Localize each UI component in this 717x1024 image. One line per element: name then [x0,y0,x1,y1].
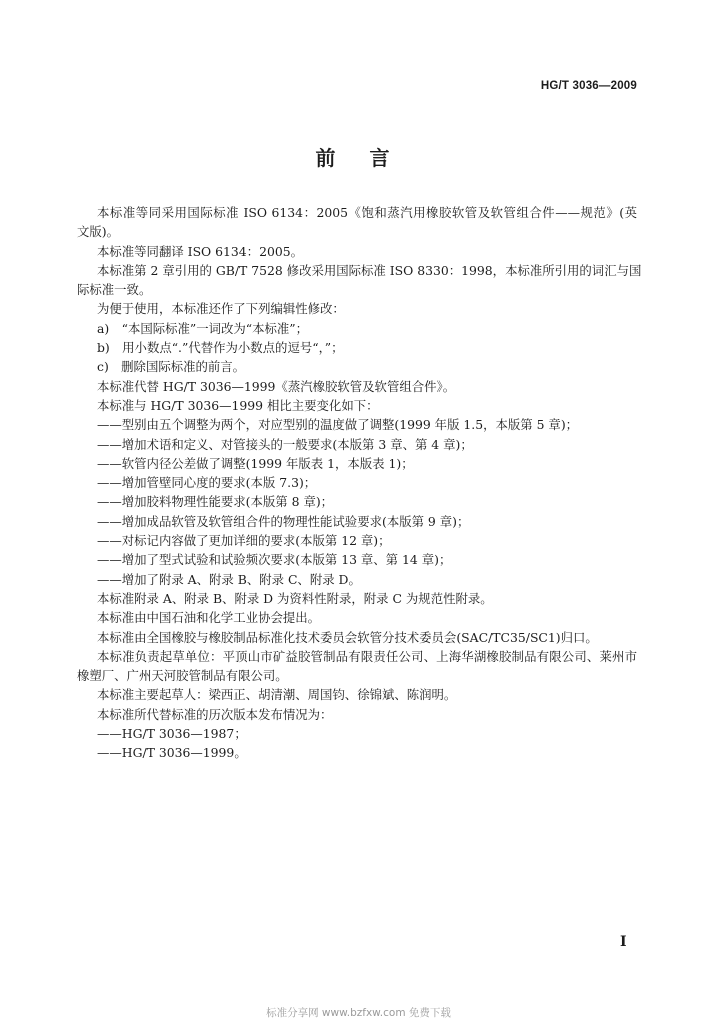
list-item-a [77,319,637,338]
history-item [77,743,637,762]
text-line: ——对标记内容做了更加详细的要求(本版第 12 章)； [97,533,391,549]
text-line: ——增加了型式试验和试验频次要求(本版第 13 章、第 14 章)； [97,552,452,568]
change-item [77,492,637,511]
paragraph-replaces [77,377,637,396]
text-line: ——型别由五个调整为两个，对应型别的温度做了调整(1999 年版 1.5，本版第 5 章)； [97,417,579,433]
watermark: 标准分享网 www.bzfxw.com 免费下载 [266,1007,451,1019]
text-line: ——HG/T 3036—1987； [97,726,247,742]
text-line: a) “本国际标准”一词改为“本标准”； [97,320,309,336]
change-item [77,435,637,454]
text-line: 橡塑厂、广州天河胶管制品有限公司。 [77,668,288,684]
change-item [77,454,637,473]
text-line: ——增加管壁同心度的要求(本版 7.3)； [97,475,317,491]
text-line: ——增加成品软管及软管组合件的物理性能试验要求(本版第 9 章)； [97,513,470,529]
text-line: 际标准一致。 [77,282,152,298]
text-line: 本标准与 HG/T 3036—1999 相比主要变化如下： [97,397,379,413]
paragraph-proposer [77,608,637,627]
paragraph-translation [77,242,637,261]
text-line: 本标准等同翻译 ISO 6134：2005。 [97,243,304,259]
text-line: 本标准负责起草单位：平顶山市矿益胶管制品有限责任公司、上海华湖橡胶制品有限公司、莱州市 [97,648,637,664]
history-item [77,724,637,743]
paragraph-changes-intro [77,396,637,415]
text-line: ——增加术语和定义、对管接头的一般要求(本版第 3 章、第 4 章)； [97,436,473,452]
text-line: ——增加了附录 A、附录 B、附录 C、附录 D。 [97,571,361,587]
foreword-body [77,203,642,763]
paragraph-history-intro [77,705,637,724]
change-item [77,570,637,589]
text-line: 本标准附录 A、附录 B、附录 D 为资料性附录，附录 C 为规范性附录。 [97,590,493,606]
text-line: ——HG/T 3036—1999。 [97,745,247,761]
text-line: ——软管内径公差做了调整(1999 年版表 1，本版表 1)； [97,455,414,471]
paragraph-editorial-intro [77,299,637,318]
text-line: c) 删除国际标准的前言。 [97,359,246,375]
text-line: 为便于使用，本标准还作了下列编辑性修改： [97,301,345,317]
paragraph-adoption [77,203,637,242]
change-item [77,550,637,569]
text-line: 本标准等同采用国际标准 ISO 6134：2005《饱和蒸汽用橡胶软管及软管组合件——规范》(英 [97,205,637,220]
paragraph-annexes [77,589,637,608]
standard-code-header: HG/T 3036—2009 [540,80,637,92]
change-item [77,415,637,434]
text-line: 本标准主要起草人：梁西正、胡清潮、周国钧、徐锦斌、陈润明。 [97,687,457,703]
list-item-b [77,338,637,357]
text-line: 本标准由全国橡胶与橡胶制品标准化技术委员会软管分技术委员会(SAC/TC35/SC1)归口。 [97,629,598,645]
paragraph-committee [77,628,637,647]
text-line: 本标准由中国石油和化学工业协会提出。 [97,610,321,626]
paragraph-drafting-units [77,647,637,686]
paragraph-references [77,261,642,300]
change-item [77,473,637,492]
paragraph-drafters [77,685,637,704]
page-number: I [620,934,627,950]
list-item-c [77,357,637,376]
text-line: 文版)。 [77,224,120,240]
text-line: b) 用小数点“.”代替作为小数点的逗号“，”； [97,340,344,356]
page-title: 前 言 [315,146,397,170]
change-item [77,512,637,531]
text-line: 本标准第 2 章引用的 GB/T 7528 修改采用国际标准 ISO 8330：1998，本标准所引用的词汇与国 [97,262,642,278]
text-line: 本标准所代替标准的历次版本发布情况为： [97,706,333,722]
text-line: 本标准代替 HG/T 3036—1999《蒸汽橡胶软管及软管组合件》。 [97,378,456,394]
change-item [77,531,637,550]
text-line: ——增加胶料物理性能要求(本版第 8 章)； [97,494,334,510]
